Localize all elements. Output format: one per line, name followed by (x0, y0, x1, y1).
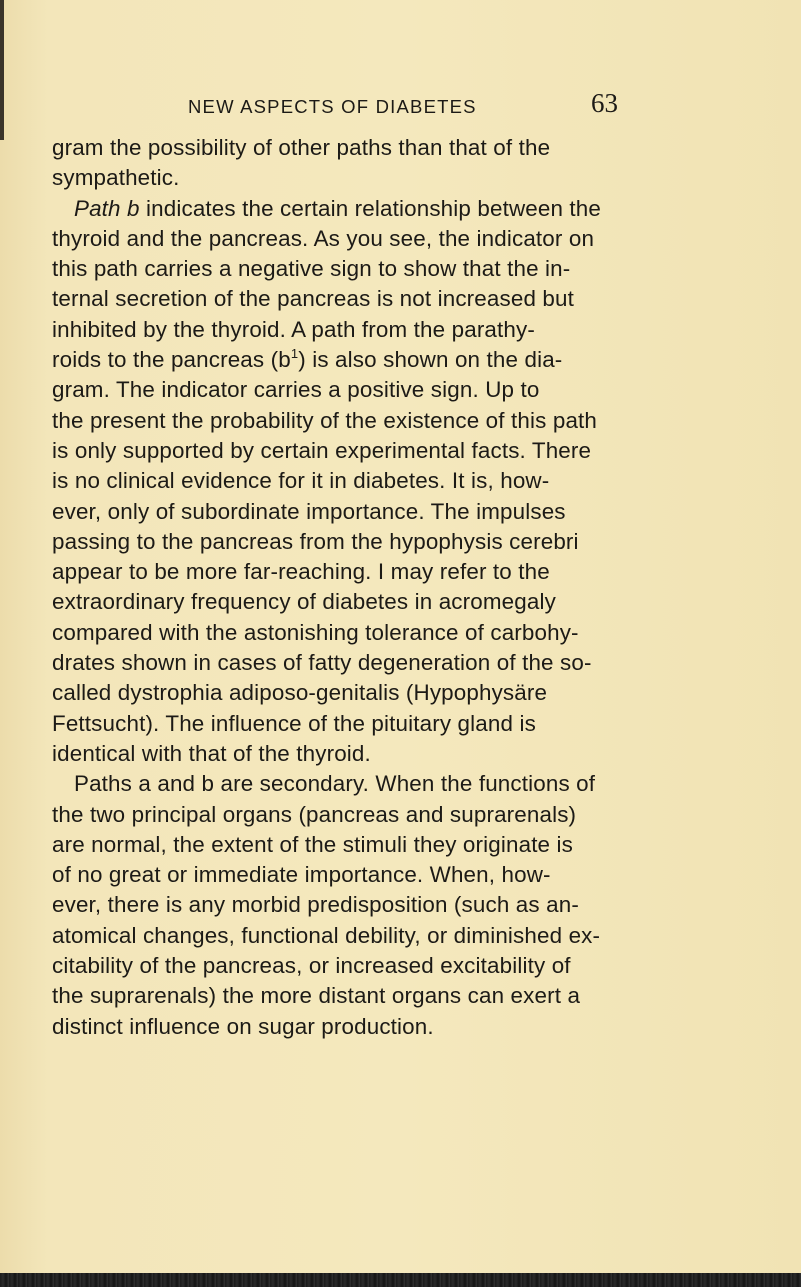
footnote-mark: 1 (290, 346, 299, 362)
text-line: gram the possibility of other paths than that of the (52, 135, 551, 160)
text-line: ever, there is any morbid predisposition (such as an- (52, 892, 579, 918)
text-line-prefix: roids to the pancreas (b (52, 347, 291, 373)
page-bottom-edge (0, 1273, 801, 1287)
text-line-rest: is also shown on the dia- (312, 347, 563, 373)
text-line: is no clinical evidence for it in diabetes. It is, how- (52, 468, 550, 494)
text-line: distinct influence on sugar production. (52, 1013, 434, 1039)
text-line: the present the probability of the existence of this path (52, 407, 598, 433)
text-line-close: ) (298, 347, 306, 373)
path-b-label: Path b (74, 195, 140, 221)
text-line: thyroid and the pancreas. As you see, the indicator on (52, 225, 595, 251)
text-line: drates shown in cases of fatty degeneration of the so- (52, 650, 592, 676)
text-line: extraordinary frequency of diabetes in acromegaly (52, 589, 556, 615)
text-line: Fettsucht). The influence of the pituitary gland is (52, 710, 536, 736)
text-line-paragraph-start: Paths a and b are secondary. When the functions of (74, 771, 596, 797)
text-line-paragraph-start (52, 194, 792, 224)
text-line: is only supported by certain experimental facts. There (52, 437, 592, 463)
text-line: ternal secretion of the pancreas is not increased but (52, 286, 574, 312)
text-line: the suprarenals) the more distant organs can exert a (52, 983, 581, 1009)
text-line: compared with the astonishing tolerance of carbohy- (52, 619, 579, 645)
text-line: called dystrophia adiposo-genitalis (Hypophysäre (52, 680, 548, 706)
text-line: are normal, the extent of the stimuli they originate is (52, 831, 574, 857)
text-line: identical with that of the thyroid. (52, 740, 371, 766)
text-line: gram. The indicator carries a positive sign. Up to (52, 377, 540, 403)
text-line: atomical changes, functional debility, or diminished ex- (52, 922, 601, 948)
text-line: passing to the pancreas from the hypophysis cerebri (52, 528, 579, 554)
page-number: 63 (591, 88, 618, 118)
text-line: inhibited by the thyroid. A path from the parathy- (52, 316, 535, 342)
body-text (52, 133, 792, 1042)
text-line-footnote (52, 345, 792, 375)
text-line: of no great or immediate importance. When, how- (52, 862, 551, 888)
text-line: ever, only of subordinate importance. The impulses (52, 498, 566, 524)
running-head (0, 88, 801, 128)
text-line: sympathetic. (52, 165, 180, 191)
text-line: this path carries a negative sign to show that the in- (52, 256, 571, 282)
text-line: the two principal organs (pancreas and suprarenals) (52, 801, 577, 827)
running-title: NEW ASPECTS OF DIABETES (188, 96, 477, 117)
text-line: appear to be more far-reaching. I may refer to the (52, 559, 550, 585)
text-line: citability of the pancreas, or increased excitability of (52, 953, 571, 979)
text-line-rest: indicates the certain relationship between the (146, 195, 602, 221)
